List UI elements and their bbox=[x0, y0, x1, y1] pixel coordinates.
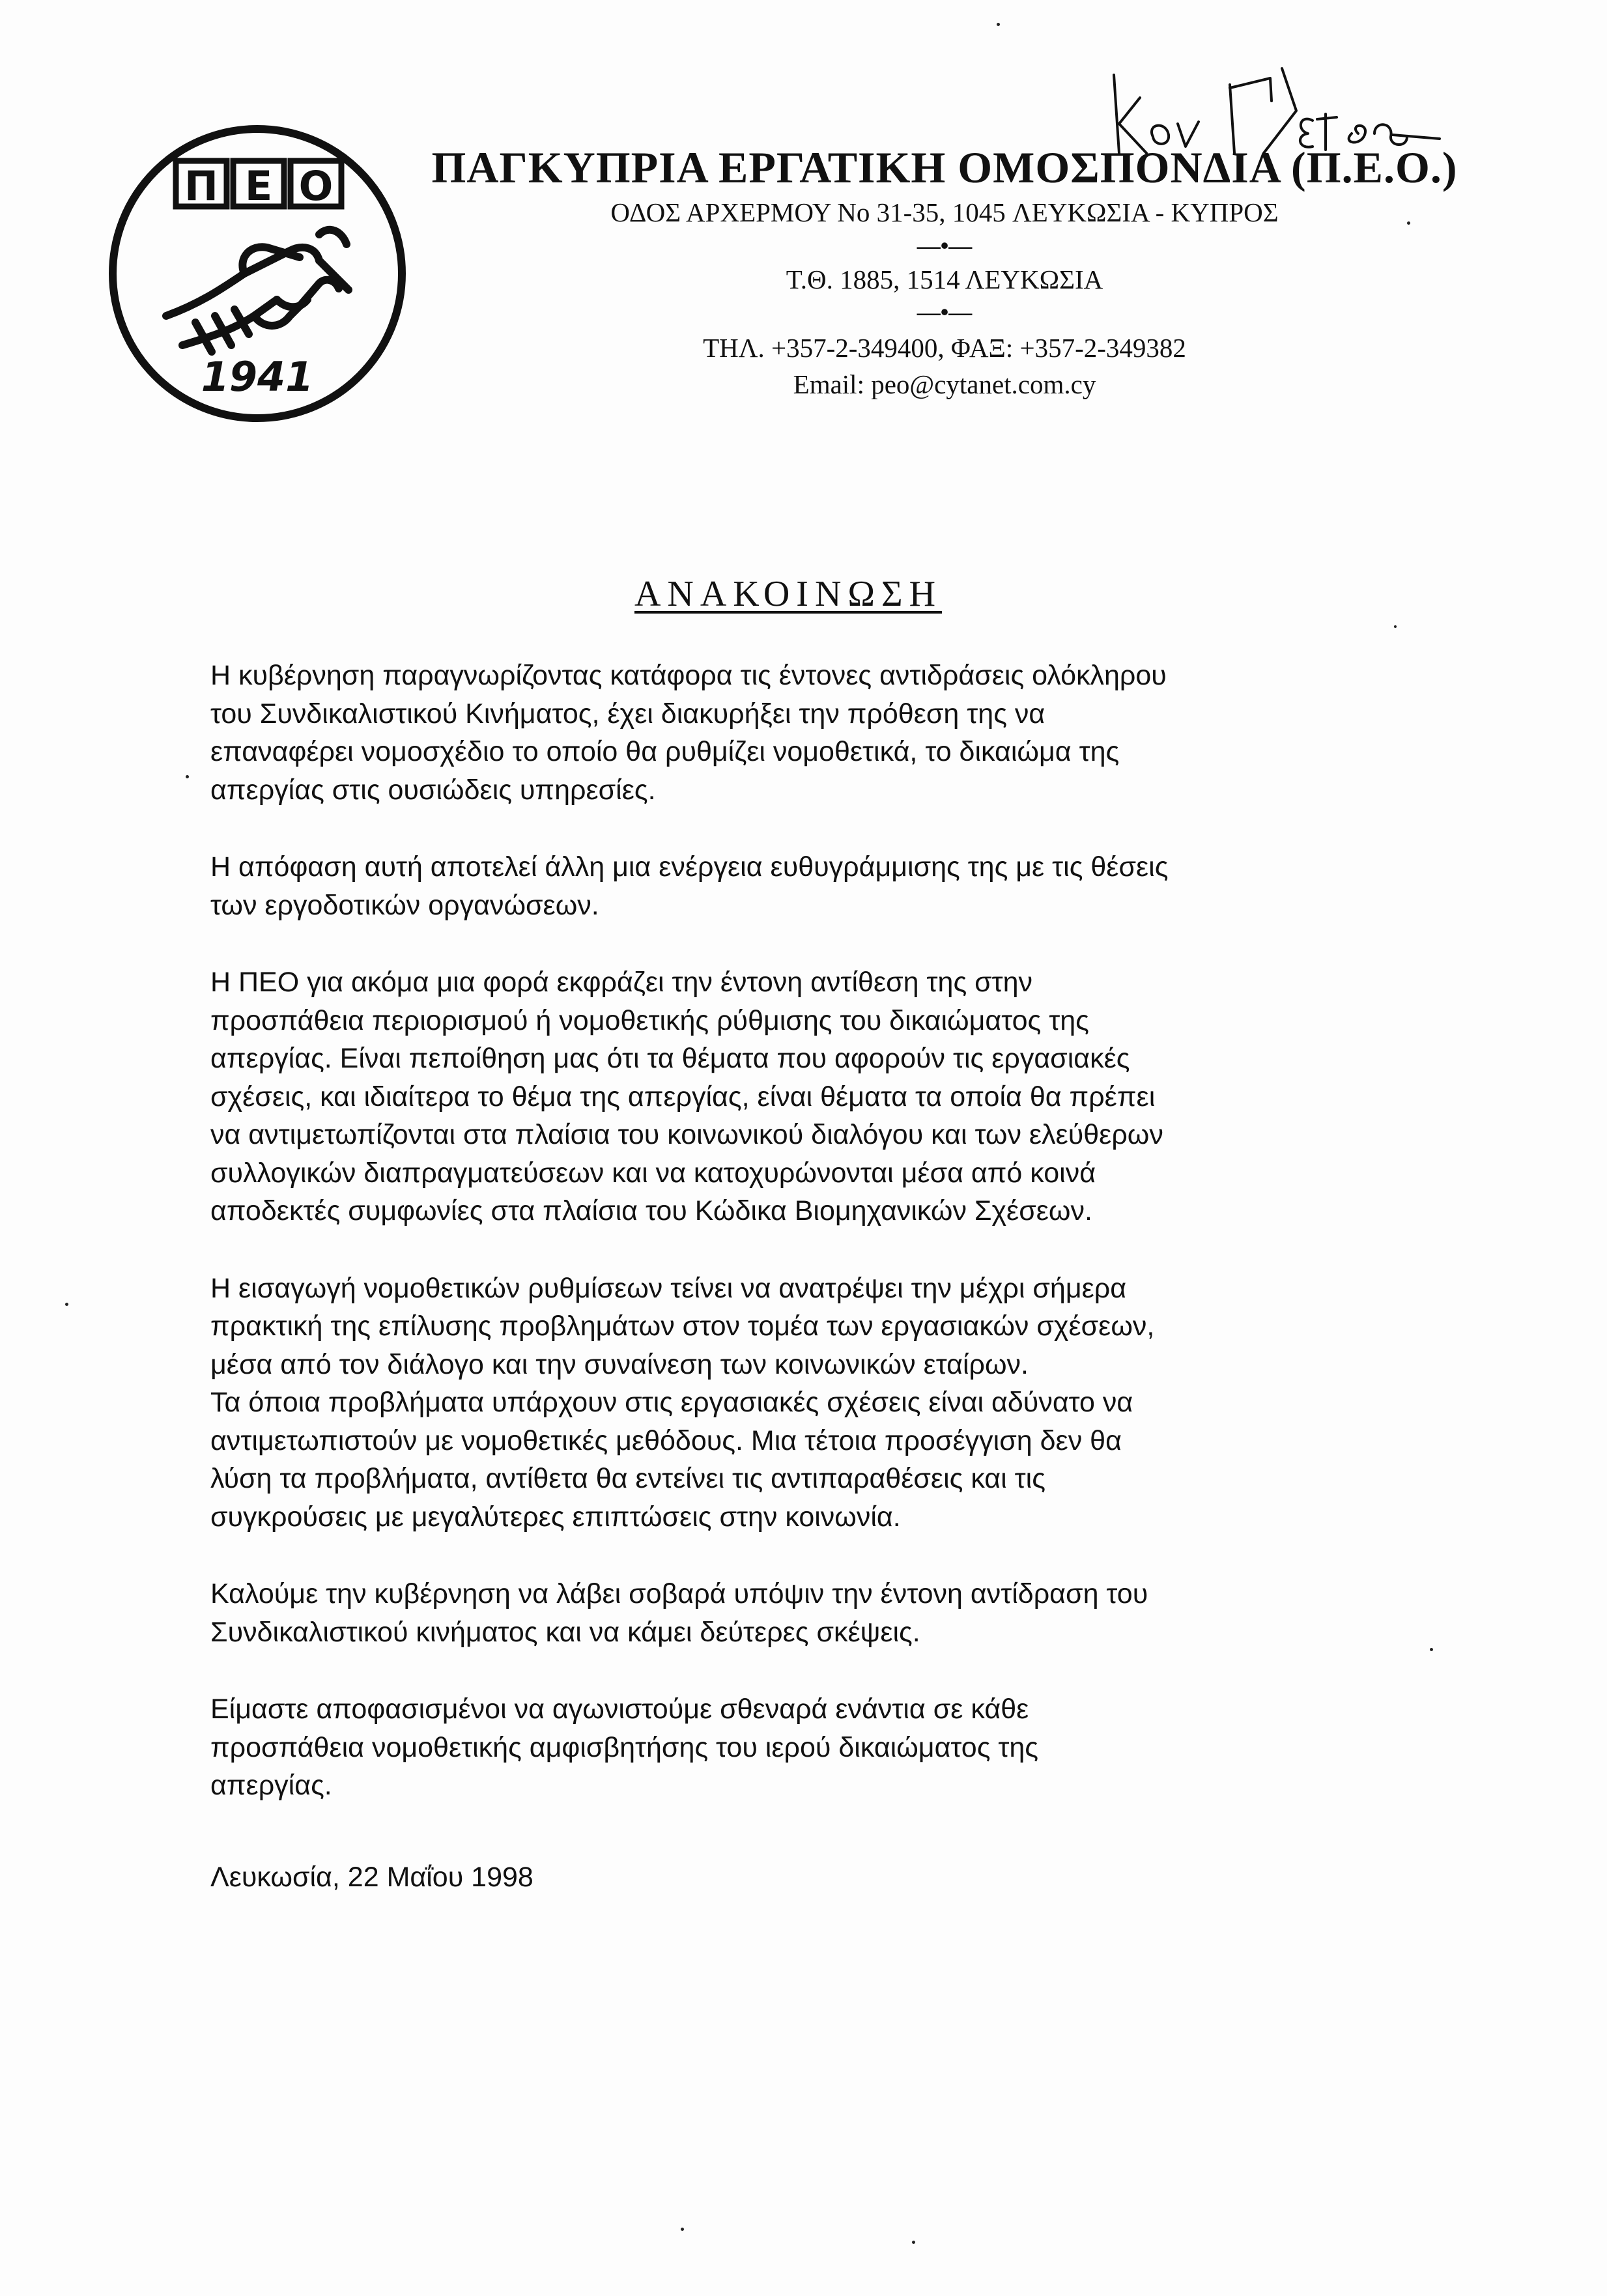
body-line: συγκρούσεις με μεγαλύτερες επιπτώσεις στην κοινωνία. bbox=[210, 1501, 901, 1533]
body-line: Είμαστε αποφασισμένοι να αγωνιστούμε σθεναρά ενάντια σε κάθε bbox=[210, 1694, 1029, 1725]
body-line: μέσα από τον διάλογο και την συναίνεση των κοινωνικών εταίρων. bbox=[210, 1348, 1029, 1380]
scan-speck bbox=[912, 2241, 915, 2244]
scan-speck bbox=[1430, 1648, 1433, 1651]
body-line: απεργίας. bbox=[210, 1770, 332, 1801]
logo-letter-pi: Π bbox=[184, 162, 218, 210]
body-line: συλλογικών διαπραγματεύσεων και να κατοχυρώνονται μέσα από κοινά bbox=[210, 1157, 1096, 1189]
body-line: απεργίας στις ουσιώδεις υπηρεσίες. bbox=[210, 774, 656, 806]
paragraph-3 bbox=[210, 963, 1357, 1230]
body-line: επαναφέρει νομοσχέδιο το οποίο θα ρυθμίζει νομοθετικά, το δικαιώμα της bbox=[210, 736, 1120, 767]
document-body bbox=[210, 657, 1357, 1844]
body-line: των εργοδοτικών οργανώσεων. bbox=[210, 889, 599, 921]
body-line: Καλούμε την κυβέρνηση να λάβει σοβαρά υπόψιν την έντονη αντίδραση του bbox=[210, 1578, 1148, 1609]
paragraph-5 bbox=[210, 1575, 1357, 1651]
logo-letter-epsilon: Ε bbox=[244, 162, 273, 210]
body-line: Η απόφαση αυτή αποτελεί άλλη μια ενέργεια ευθυγράμμισης της με τις θέσεις bbox=[210, 851, 1169, 883]
separator: —•— bbox=[917, 299, 973, 325]
body-line: του Συνδικαλιστικού Κινήματος, έχει διακυρήξει την πρόθεση της να bbox=[210, 698, 1045, 730]
organization-name: ΠΑΓΚΥΠΡΙΑ ΕΡΓΑΤΙΚΗ ΟΜΟΣΠΟΝΔΙΑ (Π.Ε.Ο.) bbox=[431, 143, 1458, 192]
body-line: αποδεκτές συμφωνίες στα πλαίσια του Κώδικα Βιομηχανικών Σχέσεων. bbox=[210, 1195, 1092, 1226]
body-line: να αντιμετωπίζονται στα πλαίσια του κοινωνικού διαλόγου και των ελεύθερων bbox=[210, 1119, 1163, 1150]
paragraph-1 bbox=[210, 657, 1357, 809]
body-line: Η ΠΕΟ για ακόμα μια φορά εκφράζει την έντονη αντίθεση της στην bbox=[210, 967, 1033, 998]
body-line: Η κυβέρνηση παραγνωρίζοντας κατάφορα τις έντονες αντιδράσεις ολόκληρου bbox=[210, 660, 1167, 691]
scan-speck bbox=[681, 2228, 684, 2231]
address-line: ΟΔΟΣ ΑΡΧΕΡΜΟΥ No 31-35, 1045 ΛΕΥΚΩΣΙΑ - ΚΥΠΡΟΣ bbox=[610, 197, 1279, 227]
body-line: λύση τα προβλήματα, αντίθετα θα εντείνει τις αντιπαραθέσεις και τις bbox=[210, 1463, 1045, 1494]
paragraph-6 bbox=[210, 1690, 1357, 1805]
body-line: απεργίας. Είναι πεποίθηση μας ότι τα θέματα που αφορούν τις εργασιακές bbox=[210, 1043, 1130, 1074]
po-box-line: Τ.Θ. 1885, 1514 ΛΕΥΚΩΣΙΑ bbox=[786, 264, 1103, 294]
peo-logo-icon bbox=[104, 120, 410, 427]
email-line: Email: peo@cytanet.com.cy bbox=[793, 369, 1096, 399]
body-line: προσπάθεια νομοθετικής αμφισβητήσης του ιερού δικαιώματος της bbox=[210, 1731, 1039, 1763]
phone-fax-line: ΤΗΛ. +357-2-349400, ΦΑΞ: +357-2-349382 bbox=[703, 333, 1186, 363]
document-title: ΑΝΑΚΟΙΝΩΣΗ bbox=[634, 574, 943, 614]
scan-speck bbox=[1407, 221, 1410, 225]
body-line: αντιμετωπιστούν με νομοθετικές μεθόδους. Μια τέτοια προσέγγιση δεν θα bbox=[210, 1424, 1122, 1456]
scan-speck bbox=[65, 1303, 68, 1306]
place-date: Λευκωσία, 22 Μαΐου 1998 bbox=[210, 1862, 533, 1893]
body-line: σχέσεις, και ιδιαίτερα το θέμα της απεργίας, είναι θέματα τα οποία θα πρέπει bbox=[210, 1081, 1156, 1113]
separator: —•— bbox=[917, 233, 973, 259]
body-line: προσπάθεια περιορισμού ή νομοθετικής ρύθμισης του δικαιώματος της bbox=[210, 1004, 1089, 1036]
scan-speck bbox=[1394, 625, 1397, 628]
body-line: Η εισαγωγή νομοθετικών ρυθμίσεων τείνει να ανατρέψει την μέχρι σήμερα bbox=[210, 1272, 1127, 1304]
scan-speck bbox=[186, 775, 189, 778]
scan-speck bbox=[997, 23, 1000, 26]
body-line: πρακτική της επίλυσης προβλημάτων στον τομέα των εργασιακών σχέσεων, bbox=[210, 1311, 1155, 1342]
body-line: Συνδικαλιστικού κινήματος και να κάμει δεύτερες σκέψεις. bbox=[210, 1616, 920, 1648]
logo-letter-omicron: Ο bbox=[298, 162, 334, 210]
paragraph-2 bbox=[210, 848, 1357, 924]
handshake-icon bbox=[166, 230, 348, 352]
paragraph-4 bbox=[210, 1269, 1357, 1537]
logo-year: 1941 bbox=[201, 353, 314, 401]
body-line: Τα όποια προβλήματα υπάρχουν στις εργασιακές σχέσεις είναι αδύνατο να bbox=[210, 1387, 1133, 1418]
